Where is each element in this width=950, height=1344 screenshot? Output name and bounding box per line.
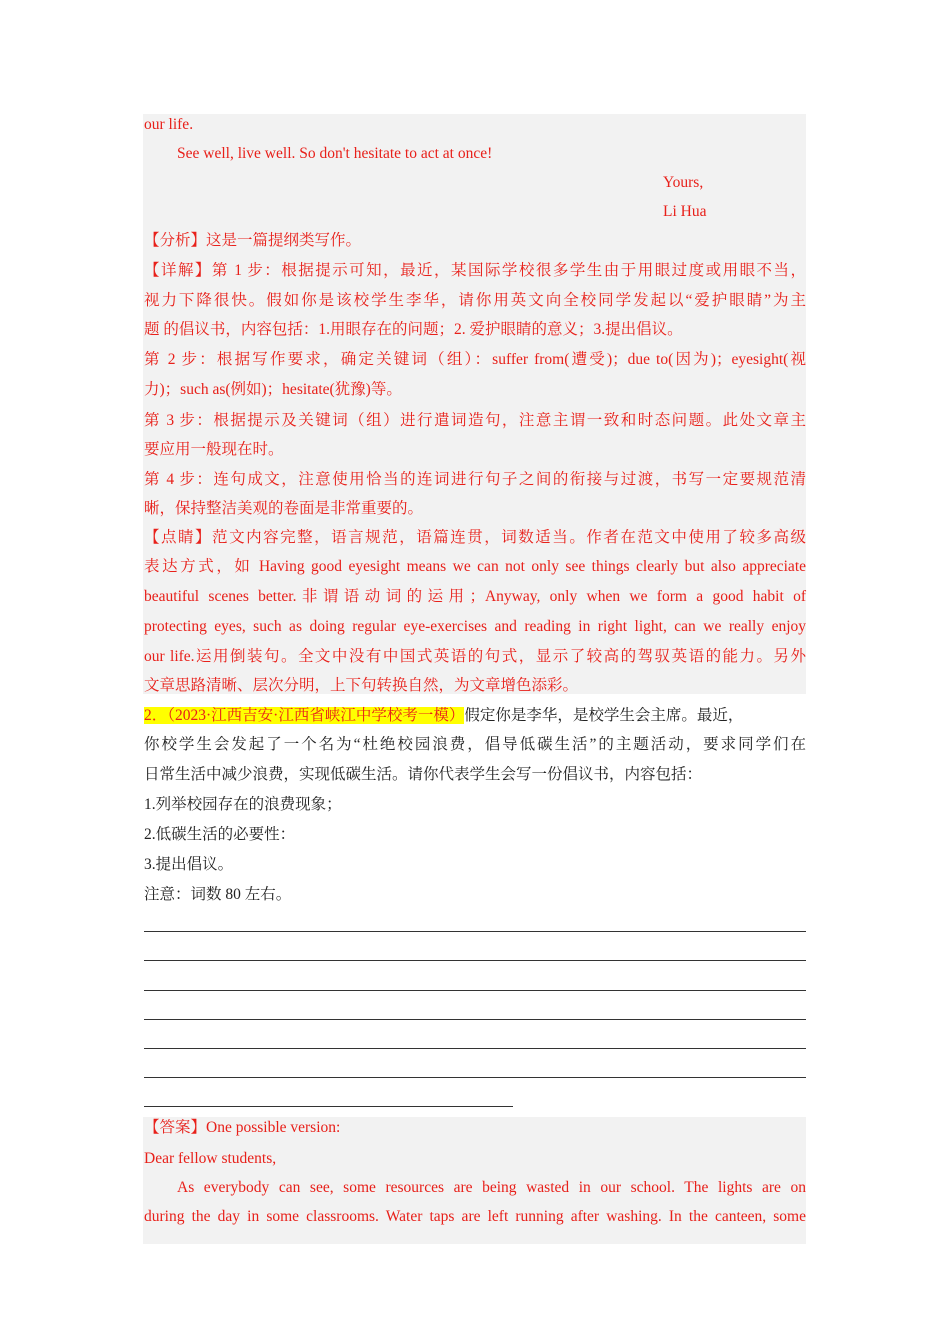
analysis-dianjing-line: protecting eyes, such as doing regular eye-exercises and reading in right light, can we really enjoy: [144, 618, 806, 635]
letter-end-line: our life.: [144, 116, 194, 133]
letter-signature: Li Hua: [663, 203, 707, 220]
question-note: 注意：词数 80 左右。: [144, 886, 292, 903]
analysis-step2-line: 第 2 步：根据写作要求，确定关键词（组）：suffer from(遭受)；due to(因为)；eyesight(视: [144, 351, 806, 368]
question-prompt-start: 假定你是李华，是校学生会主席。最近，: [464, 707, 744, 724]
letter-end-line: See well, live well. So don't hesitate to act at once!: [177, 145, 493, 162]
analysis-dianjing-line: our life.运用倒装句。全文中没有中国式英语的句式，显示了较高的驾驭英语的能力。另外: [144, 648, 806, 665]
answer-writing-line: [144, 990, 806, 991]
question-item: 3.提出倡议。: [144, 856, 234, 873]
question-source-highlight: 2．（2023·江西吉安·江西省峡江中学校考一模）: [144, 707, 465, 724]
analysis-xiangjie-line: 【详解】第 1 步：根据提示可知，最近，某国际学校很多学生由于用眼过度或用眼不当，: [144, 262, 806, 279]
analysis-dianjing-line: 【点睛】范文内容完整，语言规范，语篇连贯，词数适当。作者在范文中使用了较多高级: [144, 529, 806, 546]
answer-greeting: Dear fellow students,: [144, 1150, 277, 1167]
question-item: 1.列举校园存在的浪费现象；: [144, 796, 342, 813]
question2-first-line: [144, 706, 806, 726]
answer-writing-line: [144, 1019, 806, 1020]
answer-body-line: during the day in some classrooms. Water taps are left running after washing. In the canteen, some: [144, 1208, 806, 1225]
analysis-step2-line: 力)；such as(例如)；hesitate(犹豫)等。: [144, 381, 402, 398]
answer-analysis-shading: [143, 114, 806, 694]
analysis-xiangjie-line: 视力下降很快。假如你是该校学生李华，请你用英文向全校同学发起以“爱护眼睛”为主: [144, 292, 806, 309]
analysis-dianjing-line: 文章思路清晰、层次分明，上下句转换自然，为文章增色添彩。: [144, 677, 579, 694]
question-prompt-line: 日常生活中减少浪费，实现低碳生活。请你代表学生会写一份倡议书，内容包括：: [144, 766, 703, 783]
analysis-fenxi: 【分析】这是一篇提纲类写作。: [144, 232, 362, 249]
analysis-step3-line: 第 3 步：根据提示及关键词（组）进行遣词造句，注意主谓一致和时态问题。此处文章主: [144, 412, 806, 429]
answer-writing-line: [144, 1077, 806, 1078]
letter-closing: Yours,: [663, 174, 704, 191]
analysis-step3-line: 要应用一般现在时。: [144, 441, 284, 458]
question-item: 2.低碳生活的必要性：: [144, 826, 296, 843]
answer-writing-line: [144, 1106, 513, 1107]
analysis-dianjing-line: beautiful scenes better.非谓语动词的运用；Anyway, only when we form a good habit of: [144, 588, 806, 605]
answer-writing-line: [144, 1048, 806, 1049]
analysis-step4-line: 晰，保持整洁美观的卷面是非常重要的。: [144, 500, 424, 517]
answer-writing-line: [144, 960, 806, 961]
answer-body-line: As everybody can see, some resources are being wasted in our school. The lights are on: [177, 1179, 806, 1196]
analysis-step4-line: 第 4 步：连句成文，注意使用恰当的连词进行句子之间的衔接与过渡，书写一定要规范清: [144, 471, 806, 488]
answer-label: 【答案】One possible version:: [144, 1119, 341, 1136]
answer-writing-line: [144, 931, 806, 932]
analysis-xiangjie-line: 题 的倡议书，内容包括：1.用眼存在的问题；2. 爱护眼睛的意义；3.提出倡议。: [144, 321, 683, 338]
analysis-dianjing-line: 表达方式，如 Having good eyesight means we can not only see things clearly but also appreciate: [144, 558, 806, 575]
question-prompt-line: 你校学生会发起了一个名为“杜绝校园浪费，倡导低碳生活”的主题活动，要求同学们在: [144, 736, 806, 753]
